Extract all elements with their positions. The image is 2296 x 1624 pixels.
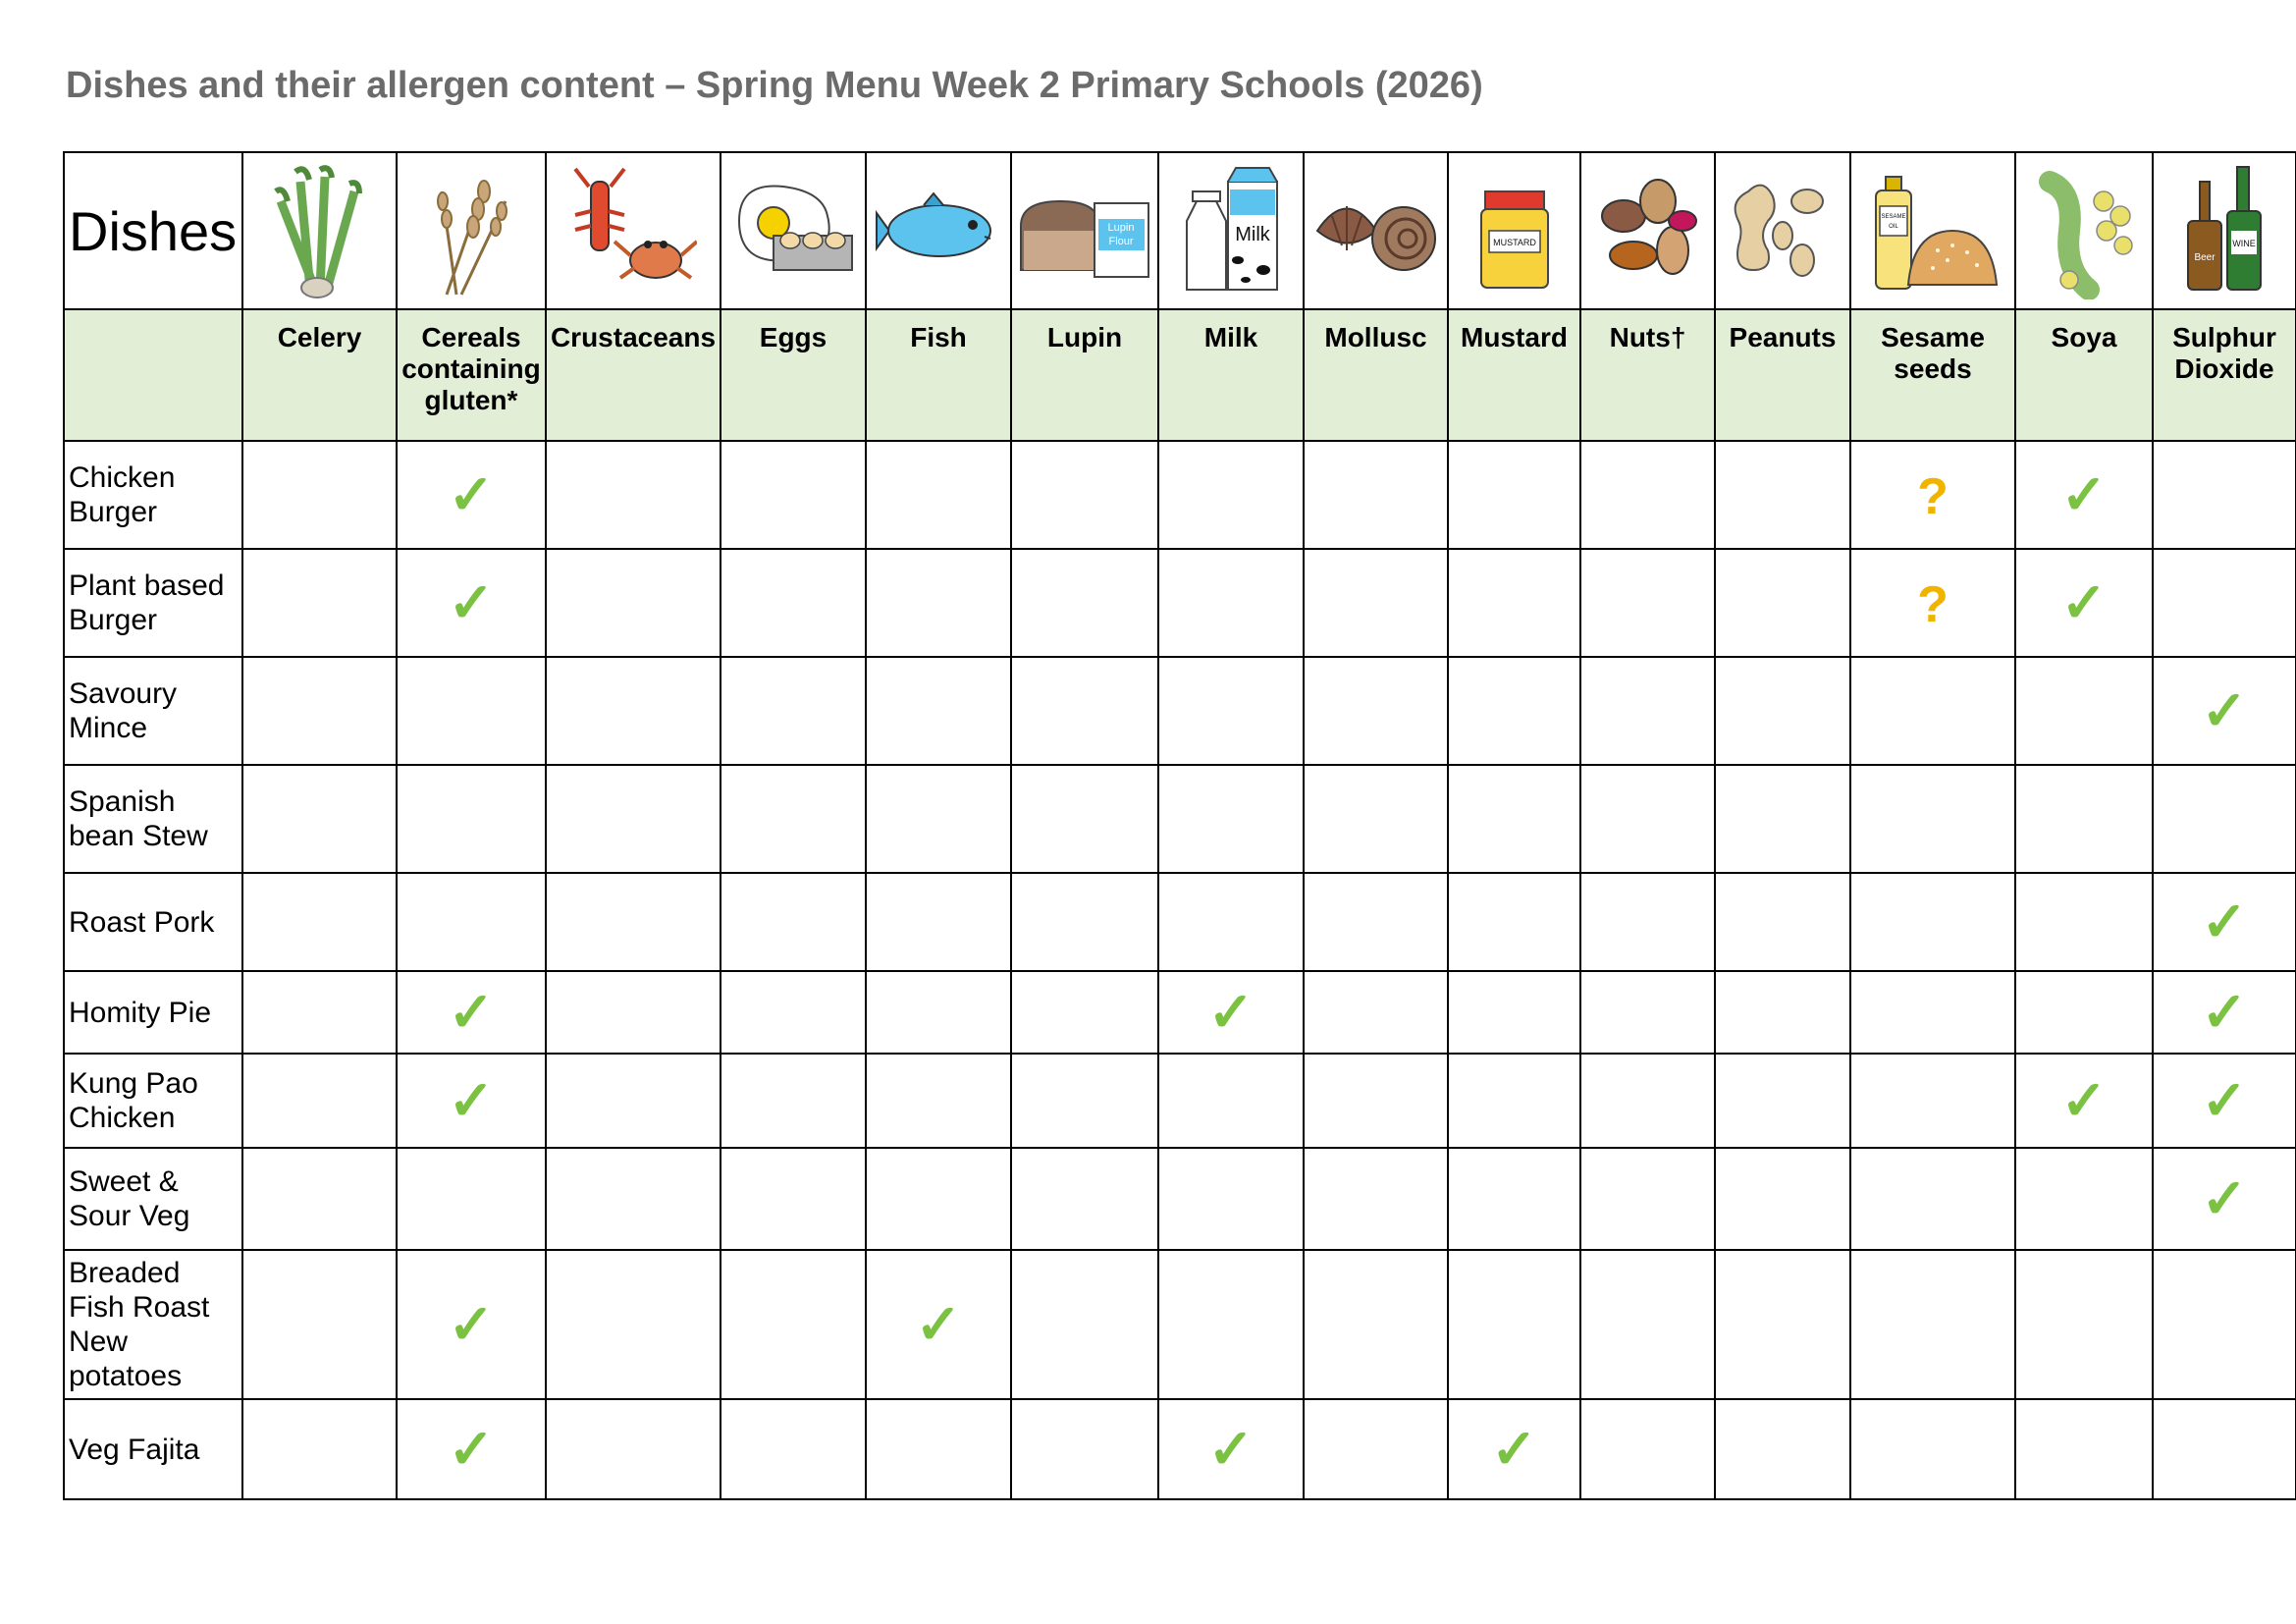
allergen-label-eggs: Eggs	[721, 309, 866, 441]
dish-name-line: Savoury	[69, 677, 178, 710]
allergen-cell-sulphur	[2153, 441, 2296, 549]
lupin-flour-icon	[1012, 162, 1157, 299]
allergen-cell-nuts	[1580, 657, 1715, 765]
table-row	[64, 1148, 2296, 1250]
icon-row	[64, 152, 2296, 309]
allergen-cell-nuts	[1580, 765, 1715, 873]
tick-icon: ✓	[2060, 571, 2108, 633]
allergen-icon-cell	[866, 152, 1011, 309]
allergen-label-crustaceans: Crustaceans	[546, 309, 721, 441]
allergen-cell-mustard	[1448, 971, 1580, 1054]
dish-name	[64, 873, 242, 971]
allergen-icon-cell	[2153, 152, 2296, 309]
tick-icon: ✓	[2060, 463, 2108, 525]
allergen-cell-crustaceans	[546, 1399, 721, 1499]
table-row	[64, 971, 2296, 1054]
allergen-cell-sesame	[1850, 441, 2015, 549]
page-title: Dishes and their allergen content – Spring Menu Week 2 Primary Schools (2026)	[66, 65, 1483, 106]
allergen-cell-soya	[2015, 971, 2153, 1054]
allergen-cell-soya	[2015, 1054, 2153, 1148]
tick-icon: ✓	[915, 1293, 962, 1355]
allergen-cell-milk	[1158, 1148, 1304, 1250]
allergen-icon-cell	[1448, 152, 1580, 309]
dish-name	[64, 765, 242, 873]
allergen-cell-gluten	[397, 971, 546, 1054]
tick-icon: ✓	[448, 1293, 495, 1355]
allergen-icon-cell	[1158, 152, 1304, 309]
allergen-cell-soya	[2015, 765, 2153, 873]
allergen-cell-soya	[2015, 873, 2153, 971]
allergen-label-sulphur: Sulphur Dioxide	[2153, 309, 2296, 441]
dish-name-line: potatoes	[69, 1360, 183, 1392]
tick-icon: ✓	[1207, 1418, 1255, 1480]
dish-name-line: Plant based	[69, 569, 225, 602]
allergen-cell-mollusc	[1304, 765, 1448, 873]
svg-text:Milk: Milk	[1235, 224, 1270, 245]
allergen-cell-fish	[866, 1399, 1011, 1499]
question-mark-icon: ?	[1917, 576, 1949, 633]
allergen-cell-gluten	[397, 1148, 546, 1250]
allergen-cell-celery	[242, 765, 397, 873]
dish-name-line: Chicken	[69, 461, 176, 494]
table-row	[64, 873, 2296, 971]
allergen-icon-cell	[721, 152, 866, 309]
allergen-cell-celery	[242, 1399, 397, 1499]
allergen-cell-mollusc	[1304, 873, 1448, 971]
dish-name-line: Mince	[69, 712, 148, 744]
allergen-cell-eggs	[721, 441, 866, 549]
lobster-crab-icon	[547, 162, 720, 299]
svg-text:Flour: Flour	[1108, 236, 1134, 247]
dish-name	[64, 971, 242, 1054]
allergen-icon-cell	[1011, 152, 1158, 309]
allergen-icon-cell	[242, 152, 397, 309]
tick-icon: ✓	[2201, 1167, 2248, 1229]
empty-header-cell	[64, 309, 242, 441]
tick-icon: ✓	[2201, 981, 2248, 1043]
egg-carton-icon	[721, 162, 865, 299]
allergen-cell-milk	[1158, 1399, 1304, 1499]
allergen-cell-sulphur	[2153, 1250, 2296, 1399]
dish-name-line: Sweet &	[69, 1165, 179, 1198]
tick-icon: ✓	[2060, 1069, 2108, 1131]
allergen-cell-crustaceans	[546, 1054, 721, 1148]
allergen-cell-nuts	[1580, 549, 1715, 657]
allergen-cell-mustard	[1448, 549, 1580, 657]
allergen-cell-fish	[866, 657, 1011, 765]
allergen-cell-sesame	[1850, 657, 2015, 765]
allergen-cell-nuts	[1580, 1399, 1715, 1499]
allergen-cell-sulphur	[2153, 765, 2296, 873]
allergen-cell-crustaceans	[546, 441, 721, 549]
allergen-cell-mollusc	[1304, 657, 1448, 765]
tick-icon: ✓	[448, 463, 495, 525]
allergen-cell-sesame	[1850, 873, 2015, 971]
allergen-cell-milk	[1158, 971, 1304, 1054]
svg-text:SESAME: SESAME	[1881, 214, 1906, 220]
svg-text:MUSTARD: MUSTARD	[1492, 238, 1536, 247]
allergen-cell-mollusc	[1304, 441, 1448, 549]
tick-icon: ✓	[448, 571, 495, 633]
allergen-cell-peanuts	[1715, 1250, 1850, 1399]
allergen-cell-soya	[2015, 441, 2153, 549]
allergen-icon-cell	[546, 152, 721, 309]
allergen-cell-mustard	[1448, 1250, 1580, 1399]
allergen-cell-milk	[1158, 657, 1304, 765]
dish-name-line: Burger	[69, 604, 158, 636]
allergen-cell-gluten	[397, 1250, 546, 1399]
allergen-cell-crustaceans	[546, 765, 721, 873]
table-row	[64, 1054, 2296, 1148]
allergen-cell-milk	[1158, 1054, 1304, 1148]
allergen-cell-nuts	[1580, 1054, 1715, 1148]
allergen-label-celery: Celery	[242, 309, 397, 441]
allergen-cell-lupin	[1011, 873, 1158, 971]
allergen-cell-milk	[1158, 549, 1304, 657]
dish-name-line: Veg Fajita	[69, 1433, 200, 1466]
dish-name	[64, 1148, 242, 1250]
dish-name-line: Chicken	[69, 1102, 176, 1134]
allergen-cell-peanuts	[1715, 657, 1850, 765]
allergen-cell-eggs	[721, 971, 866, 1054]
allergen-cell-peanuts	[1715, 1054, 1850, 1148]
allergen-cell-eggs	[721, 549, 866, 657]
tick-icon: ✓	[448, 1418, 495, 1480]
allergen-cell-nuts	[1580, 971, 1715, 1054]
allergen-cell-eggs	[721, 1054, 866, 1148]
allergen-cell-lupin	[1011, 1054, 1158, 1148]
allergen-cell-crustaceans	[546, 1148, 721, 1250]
dish-name-line: Kung Pao	[69, 1067, 198, 1100]
allergen-cell-nuts	[1580, 873, 1715, 971]
dish-name-line: Sour Veg	[69, 1200, 190, 1232]
allergen-label-gluten: Cereals containing gluten*	[397, 309, 546, 441]
dish-name-line: Fish Roast	[69, 1291, 210, 1324]
allergen-cell-lupin	[1011, 765, 1158, 873]
allergen-cell-peanuts	[1715, 1148, 1850, 1250]
allergen-cell-nuts	[1580, 441, 1715, 549]
allergen-cell-lupin	[1011, 1250, 1158, 1399]
sesame-oil-bun-icon	[1851, 162, 2014, 299]
tick-icon: ✓	[2201, 1069, 2248, 1131]
table-row	[64, 657, 2296, 765]
allergen-cell-celery	[242, 971, 397, 1054]
allergen-cell-sulphur	[2153, 1148, 2296, 1250]
allergen-label-mustard: Mustard	[1448, 309, 1580, 441]
allergen-cell-mollusc	[1304, 1054, 1448, 1148]
allergen-cell-sulphur	[2153, 1054, 2296, 1148]
allergen-cell-mustard	[1448, 1148, 1580, 1250]
dish-name-line: Breaded	[69, 1257, 181, 1289]
tick-icon: ✓	[448, 981, 495, 1043]
dish-name	[64, 1250, 242, 1399]
tick-icon: ✓	[1491, 1418, 1537, 1480]
question-mark-icon: ?	[1917, 468, 1949, 525]
allergen-label-soya: Soya	[2015, 309, 2153, 441]
allergen-cell-sulphur	[2153, 873, 2296, 971]
allergen-label-mollusc: Mollusc	[1304, 309, 1448, 441]
allergen-cell-sulphur	[2153, 971, 2296, 1054]
dish-name	[64, 549, 242, 657]
table-row	[64, 1250, 2296, 1399]
allergen-cell-lupin	[1011, 1148, 1158, 1250]
allergen-cell-gluten	[397, 1054, 546, 1148]
allergen-cell-eggs	[721, 1399, 866, 1499]
allergen-cell-lupin	[1011, 971, 1158, 1054]
dish-name	[64, 1054, 242, 1148]
allergen-cell-sesame	[1850, 1250, 2015, 1399]
allergen-cell-milk	[1158, 441, 1304, 549]
allergen-cell-celery	[242, 657, 397, 765]
allergen-cell-peanuts	[1715, 873, 1850, 971]
allergen-cell-soya	[2015, 549, 2153, 657]
svg-text:Lupin: Lupin	[1107, 222, 1135, 234]
allergen-cell-peanuts	[1715, 971, 1850, 1054]
allergen-cell-peanuts	[1715, 765, 1850, 873]
allergen-cell-mustard	[1448, 1054, 1580, 1148]
soya-beans-icon	[2016, 162, 2152, 299]
dish-name-line: bean Stew	[69, 820, 208, 852]
allergen-cell-fish	[866, 971, 1011, 1054]
wheat-icon	[398, 162, 545, 299]
dish-name-line: Spanish	[69, 785, 176, 818]
allergen-cell-mustard	[1448, 441, 1580, 549]
allergen-cell-mollusc	[1304, 1148, 1448, 1250]
allergen-cell-eggs	[721, 1250, 866, 1399]
allergen-cell-fish	[866, 1148, 1011, 1250]
allergen-cell-soya	[2015, 1399, 2153, 1499]
allergen-cell-celery	[242, 1148, 397, 1250]
allergen-cell-mustard	[1448, 873, 1580, 971]
allergen-cell-eggs	[721, 1148, 866, 1250]
allergen-cell-eggs	[721, 657, 866, 765]
allergen-cell-celery	[242, 549, 397, 657]
allergen-cell-crustaceans	[546, 971, 721, 1054]
allergen-label-lupin: Lupin	[1011, 309, 1158, 441]
allergen-cell-gluten	[397, 657, 546, 765]
allergen-cell-gluten	[397, 873, 546, 971]
allergen-label-nuts: Nuts†	[1580, 309, 1715, 441]
table-row	[64, 765, 2296, 873]
allergen-cell-lupin	[1011, 549, 1158, 657]
nuts-icon	[1581, 162, 1714, 299]
shell-icon	[1305, 162, 1447, 299]
allergen-cell-peanuts	[1715, 1399, 1850, 1499]
dish-name	[64, 441, 242, 549]
allergen-cell-soya	[2015, 657, 2153, 765]
allergen-cell-soya	[2015, 1250, 2153, 1399]
allergen-cell-peanuts	[1715, 549, 1850, 657]
allergen-cell-mollusc	[1304, 549, 1448, 657]
dish-name-line: Homity Pie	[69, 996, 212, 1029]
mustard-jar-icon	[1449, 162, 1579, 299]
dish-name	[64, 1399, 242, 1499]
allergen-cell-celery	[242, 873, 397, 971]
allergen-cell-sesame	[1850, 971, 2015, 1054]
tick-icon: ✓	[1207, 981, 1255, 1043]
allergen-cell-sesame	[1850, 1148, 2015, 1250]
allergen-cell-gluten	[397, 765, 546, 873]
allergen-cell-fish	[866, 873, 1011, 971]
allergen-cell-lupin	[1011, 657, 1158, 765]
allergen-cell-nuts	[1580, 1148, 1715, 1250]
allergen-cell-gluten	[397, 441, 546, 549]
allergen-cell-fish	[866, 1250, 1011, 1399]
allergen-icon-cell	[1580, 152, 1715, 309]
allergen-icon-cell	[397, 152, 546, 309]
allergen-cell-soya	[2015, 1148, 2153, 1250]
allergen-cell-crustaceans	[546, 549, 721, 657]
allergen-cell-celery	[242, 1250, 397, 1399]
allergen-cell-gluten	[397, 549, 546, 657]
allergen-cell-sulphur	[2153, 1399, 2296, 1499]
allergen-cell-mollusc	[1304, 1399, 1448, 1499]
allergen-cell-lupin	[1011, 1399, 1158, 1499]
allergen-cell-crustaceans	[546, 1250, 721, 1399]
dish-name-line: New	[69, 1326, 129, 1358]
allergen-cell-eggs	[721, 873, 866, 971]
table-row	[64, 549, 2296, 657]
allergen-cell-mustard	[1448, 765, 1580, 873]
table-row	[64, 1399, 2296, 1499]
allergen-table	[63, 151, 2296, 1500]
svg-text:WINE: WINE	[2232, 239, 2256, 248]
allergen-cell-fish	[866, 1054, 1011, 1148]
allergen-cell-sesame	[1850, 765, 2015, 873]
allergen-cell-mustard	[1448, 1399, 1580, 1499]
allergen-label-fish: Fish	[866, 309, 1011, 441]
tick-icon: ✓	[2201, 679, 2248, 741]
peanuts-icon	[1716, 162, 1849, 299]
allergen-cell-milk	[1158, 765, 1304, 873]
allergen-label-milk: Milk	[1158, 309, 1304, 441]
dish-name-line: Roast Pork	[69, 905, 215, 939]
allergen-label-sesame: Sesame seeds	[1850, 309, 2015, 441]
allergen-cell-eggs	[721, 765, 866, 873]
dish-name-line: Burger	[69, 496, 158, 528]
fish-icon	[867, 162, 1010, 299]
svg-text:Beer: Beer	[2194, 252, 2216, 263]
tick-icon: ✓	[448, 1069, 495, 1131]
allergen-cell-milk	[1158, 1250, 1304, 1399]
allergen-cell-celery	[242, 441, 397, 549]
table-row	[64, 441, 2296, 549]
allergen-icon-cell	[2015, 152, 2153, 309]
allergen-cell-milk	[1158, 873, 1304, 971]
celery-icon	[243, 162, 396, 299]
dish-name	[64, 657, 242, 765]
allergen-cell-sulphur	[2153, 657, 2296, 765]
allergen-cell-celery	[242, 1054, 397, 1148]
allergen-label-peanuts: Peanuts	[1715, 309, 1850, 441]
allergen-cell-crustaceans	[546, 657, 721, 765]
allergen-cell-gluten	[397, 1399, 546, 1499]
milk-carton-icon	[1159, 162, 1303, 299]
allergen-cell-mollusc	[1304, 1250, 1448, 1399]
allergen-cell-fish	[866, 549, 1011, 657]
allergen-cell-lupin	[1011, 441, 1158, 549]
allergen-cell-peanuts	[1715, 441, 1850, 549]
allergen-icon-cell	[1850, 152, 2015, 309]
allergen-cell-fish	[866, 441, 1011, 549]
allergen-cell-crustaceans	[546, 873, 721, 971]
allergen-cell-fish	[866, 765, 1011, 873]
allergen-icon-cell	[1715, 152, 1850, 309]
allergen-cell-sesame	[1850, 1054, 2015, 1148]
allergen-label-row	[64, 309, 2296, 441]
tick-icon: ✓	[2201, 891, 2248, 952]
allergen-cell-mustard	[1448, 657, 1580, 765]
allergen-cell-sesame	[1850, 549, 2015, 657]
beer-wine-bottles-icon	[2154, 162, 2295, 299]
allergen-cell-nuts	[1580, 1250, 1715, 1399]
dishes-header: Dishes	[64, 152, 242, 309]
allergen-icon-cell	[1304, 152, 1448, 309]
allergen-cell-sesame	[1850, 1399, 2015, 1499]
allergen-cell-sulphur	[2153, 549, 2296, 657]
allergen-cell-mollusc	[1304, 971, 1448, 1054]
svg-text:OIL: OIL	[1889, 224, 1898, 230]
